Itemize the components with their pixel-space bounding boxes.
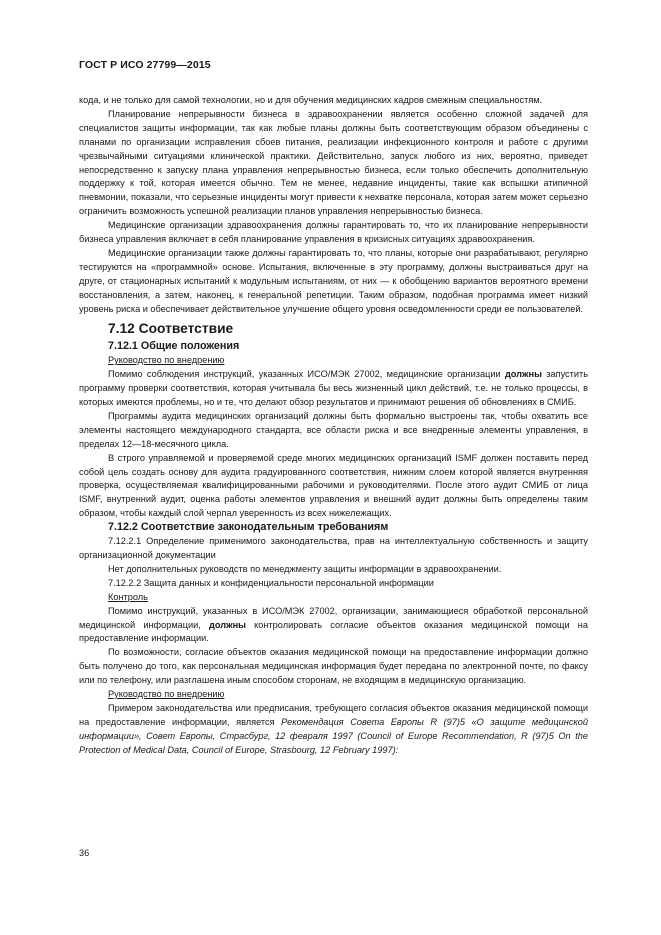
text-run: запустить программу проверки соответствия, которая учитывала бы весь жизненный цикл действий, т.е. не только процессы, в которых имеются проблемы, но и те, что делают обзор результатов и принимают решения об обновлениях в СМИБ. — [79, 369, 588, 408]
paragraph-no-additional-guidance: Нет дополнительных руководств по менеджменту защиты информации в здравоохранении. — [108, 563, 502, 574]
control-label-text: Контроль — [108, 591, 148, 602]
section-7-12-2-1-heading: 7.12.2.1 Определение применимого законодательства, прав на интеллектуальную собственность и защиту организационной документации — [79, 536, 588, 560]
paragraph-compliance-program — [79, 368, 588, 410]
section-7-12-2-2-heading: 7.12.2.2 Защита данных и конфиденциальности персональной информации — [108, 577, 434, 588]
text-run: Помимо инструкций, указанных в ИСО/МЭК 27002, организации, занимающиеся обработкой персональной медицинской информации, — [79, 605, 588, 630]
guidance-label — [79, 688, 588, 702]
paragraph-consent-before-transfer: По возможности, согласие объектов оказания медицинской помощи на предоставление информации должно быть получено до того, как персональная медицинская информация будет передана по электронной почте, по факсу или по телефону, или разглашена иным способом сторонам, не входящим в медицинскую организацию. — [79, 647, 588, 686]
text-run: Примером законодательства или предписания, требующего согласия объектов оказания медицинской помощи на предоставление информации, является — [79, 702, 588, 727]
guidance-label — [79, 354, 588, 368]
paragraph-graduated-audit: В строго управляемой и проверяемой среде многих медицинских организаций ISMF должен поставить перед собой цель создать основу для аудита градуированного соответствия, нижним слоем которой является внутренняя проверка, осуществляемая квалифицированными рабочими и руководителями. После этого аудит СМИБ от лица ISMF, внутренний аудит, оценка работы элементов управления и внешний аудит должны быть определены таким образом, чтобы каждый слой черпал уверенность из всех нижележащих. — [79, 452, 588, 519]
document-page — [79, 0, 588, 935]
control-label — [79, 591, 588, 605]
paragraph-audit-programs: Программы аудита медицинских организаций должны быть формально выстроены так, чтобы охватить все элементы настоящего международного стандарта, все области риска и все внедренные элементы управления, в пределах 12—18-месячного цикла. — [79, 410, 588, 449]
paragraph-legislation-example — [79, 702, 588, 758]
guidance-label-text: Руководство по внедрению — [108, 689, 225, 700]
emphasis-must: должны — [504, 369, 542, 380]
text-run: контролировать согласие объектов оказания медицинской помощи на предоставление информации. — [79, 619, 588, 644]
section-7-12-2-heading: 7.12.2 Соответствие законодательным требованиям — [108, 521, 389, 534]
paragraph-crisis-planning: Медицинские организации здравоохранения должны гарантировать то, что их планирование непрерывности бизнеса управления включает в себя планирование управления в кризисных ситуациях здравоохранения. — [79, 220, 588, 245]
guidance-label-text: Руководство по внедрению — [108, 355, 225, 366]
page-body — [79, 94, 588, 758]
paragraph-bcp-complexity: Планирование непрерывности бизнеса в здравоохранении является особенно сложной задачей для специалистов защиты информации, так как любые планы должны быть соответствующим образом объединены с планами по организации исправления сбоев питания, реализации инфекционного контроля и работе с другими чрезвычайными ситуациями клинической практики. Действительно, запуск любого из них, вероятно, приведет непосредственно к запуску плана управления непрерывностью бизнеса, если только обеспечить дополнительную поддержку к той, которая имеется обычно. Тем не менее, недавние инциденты, такие как вспышки атипичной пневмонии, показали, что серьезные инциденты могут привести к нехватке персонала, которая затем может серьезно ограничить возможность успешной реализации планов управления непрерывностью бизнеса. — [79, 108, 588, 217]
section-7-12-1-heading: 7.12.1 Общие положения — [108, 340, 240, 353]
citation-recommendation: Рекомендация Совета Европы R (97)5 «О защите медицинской информации», Совет Европы, Страсбург, 12 февраля 1997 (Council of Europe Recommendation, R (97)5 On the Protection of Medical Data, Council of Europe, Strasbourg, 12 February 1997): — [79, 716, 588, 755]
paragraph-testing-program: Медицинские организации также должны гарантировать то, что планы, которые они разрабатывают, регулярно тестируются на «программной» основе. Испытания, включенные в эту программу, должны выстраиваться друг на друге, от стационарных испытаний к модульным испытаниям, от них — к обобщению вариантов вероятного времени восстановления, а затем, наконец, к генеральной репетиции. Таким образом, подобная программа имеет низкий уровень риска и обеспечивает действительное улучшение общего уровня осведомленности среди ее пользователей. — [79, 247, 588, 314]
page-number: 36 — [79, 848, 90, 858]
section-7-12-heading: 7.12 Соответствие — [108, 320, 234, 336]
paragraph-consent-control — [79, 605, 588, 647]
document-header: ГОСТ Р ИСО 27799—2015 — [79, 59, 211, 71]
text-run: Помимо соблюдения инструкций, указанных ИСО/МЭК 27002, медицинские организации — [108, 369, 505, 380]
emphasis-must: должны — [209, 619, 246, 630]
paragraph-continuation: кода, и не только для самой технологии, но и для обучения медицинских кадров смежным специальностям. — [79, 95, 543, 105]
